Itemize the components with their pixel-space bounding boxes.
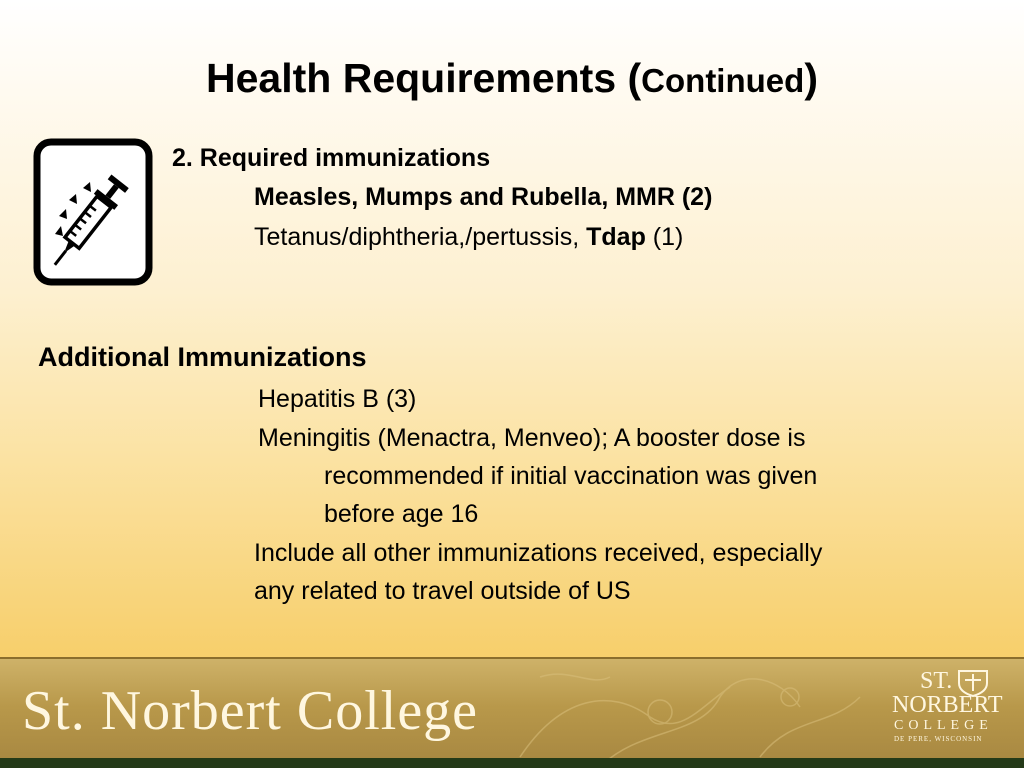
college-name: St. Norbert College — [22, 680, 479, 742]
title-continued: Continued — [641, 62, 805, 99]
logo-line-4: DE PERE, WISCONSIN — [894, 735, 983, 743]
additional-meningitis-cont-1: recommended if initial vaccination was given — [324, 462, 818, 490]
additional-meningitis: Meningitis (Menactra, Menveo); A booster dose is — [258, 424, 806, 452]
college-logo — [890, 667, 1010, 753]
tdap-suffix: (1) — [645, 223, 684, 251]
footer-bottom-bar — [0, 758, 1024, 768]
additional-heading: Additional Immunizations — [38, 342, 367, 372]
footer-banner — [0, 657, 1024, 768]
required-heading: 2. Required immunizations — [172, 144, 491, 172]
title-main: Health Requirements ( — [206, 55, 642, 101]
syringe-icon — [33, 138, 153, 286]
tdap-prefix: Tetanus/diphtheria,/pertussis, — [254, 223, 587, 251]
logo-line-3: COLLEGE — [894, 718, 993, 733]
additional-other-1: Include all other immunizations received, especially — [254, 539, 823, 567]
additional-other-2: any related to travel outside of US — [254, 577, 631, 605]
additional-hepatitis: Hepatitis B (3) — [258, 385, 417, 413]
tdap-bold: Tdap — [586, 223, 646, 251]
required-mmr: Measles, Mumps and Rubella, MMR (2) — [254, 183, 713, 211]
additional-meningitis-cont-2: before age 16 — [324, 500, 479, 528]
title-close: ) — [804, 55, 818, 101]
required-tdap — [254, 222, 683, 252]
slide-title — [0, 52, 1024, 107]
logo-line-1: ST. — [920, 668, 953, 694]
logo-line-2: NORBERT — [892, 692, 1003, 718]
